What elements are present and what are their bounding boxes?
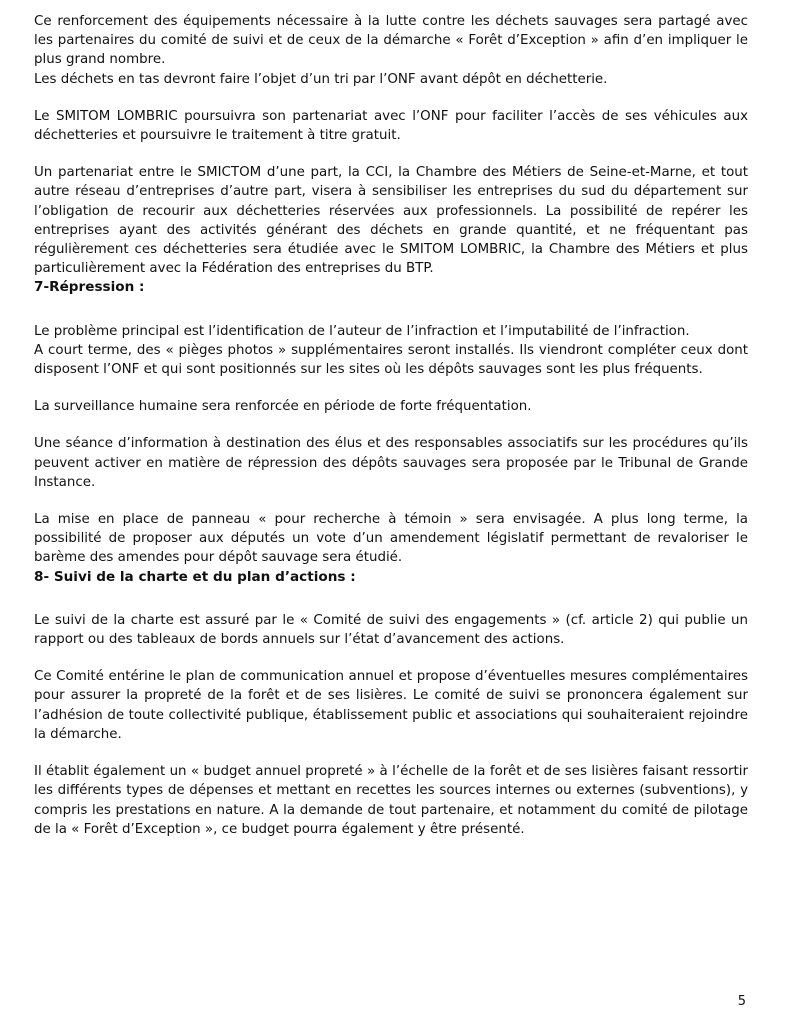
paragraph-annual-budget <box>34 762 748 839</box>
paragraph-line: La mise en place de panneau « pour recherche à témoin » sera envisagée. A plus long terme, la possibilité de proposer aux députés un vote d’un amendement législatif permettant de revaloriser le barème des amendes pour dépôt sauvage sera étudié. <box>34 512 748 566</box>
paragraph-line: Les déchets en tas devront faire l’objet d’un tri par l’ONF avant dépôt en déchetterie. <box>34 71 608 87</box>
section-heading-repression: 7-Répression : <box>34 279 145 296</box>
paragraph-surveillance <box>34 397 748 416</box>
document-page <box>34 12 748 839</box>
paragraph-line: Ce Comité entérine le plan de communication annuel et propose d’éventuelles mesures complémentaires pour assurer la propreté de la forêt et de ses lisières. Le comité de suivi se prononcera également sur l’adhésion de toute collectivité publique, établissement public et associations qui souhaiteraient rejoindre la démarche. <box>34 669 748 742</box>
paragraph-follow-up-committee <box>34 611 748 649</box>
paragraph-committee-role <box>34 667 748 744</box>
paragraph-identification <box>34 322 748 380</box>
paragraph-information-session <box>34 434 748 492</box>
paragraph-line: La surveillance humaine sera renforcée en période de forte fréquentation. <box>34 399 532 415</box>
section-heading-charter-follow-up: 8- Suivi de la charte et du plan d’actions : <box>34 568 356 585</box>
paragraph-line: Une séance d’information à destination des élus et des responsables associatifs sur les procédures qu’ils peuvent activer en matière de répression des dépôts sauvages sera proposée par le Tribunal de Grande Instance. <box>34 436 748 490</box>
page-number: 5 <box>737 994 746 1009</box>
paragraph-smictom-partnership <box>34 163 748 278</box>
paragraph-line: Le suivi de la charte est assuré par le « Comité de suivi des engagements » (cf. article 2) qui publie un rapport ou des tableaux de bords annuels sur l’état d’avancement des actions. <box>34 612 748 648</box>
paragraph-line: Il établit également un « budget annuel propreté » à l’échelle de la forêt et de ses lisières faisant ressortir les différents types de dépenses et mettant en recettes les sources internes ou externes (subventions), y compris les prestations en nature. A la demande de tout partenaire, et notamment du comité de pilotage de la « Forêt d’Exception », ce budget pourra également y être présenté. <box>34 764 748 837</box>
paragraph-line: Ce renforcement des équipements nécessaire à la lutte contre les déchets sauvages sera partagé avec les partenaires du comité de suivi et de ceux de la démarche « Forêt d’Exception » afin d’en impliquer le plus grand nombre. <box>34 14 748 68</box>
paragraph-smitom-partnership <box>34 107 748 145</box>
paragraph-equipment-sharing <box>34 12 748 89</box>
paragraph-line: A court terme, des « pièges photos » supplémentaires seront installés. Ils viendront compléter ceux dont disposent l’ONF et qui sont positionnés sur les sites où les dépôts sauvages sont les plus fréquents. <box>34 342 748 378</box>
paragraph-line: Un partenariat entre le SMICTOM d’une part, la CCI, la Chambre des Métiers de Seine-et-Marne, et tout autre réseau d’entreprises d’autre part, visera à sensibiliser les entreprises du sud du département sur l’obligation de recourir aux déchetteries réservées aux professionnels. La possibilité de repérer les entreprises ayant des activités générant des déchets en grande quantité, et ne fréquentant pas régulièrement ces déchetteries sera étudiée avec le SMITOM LOMBRIC, la Chambre des Métiers et plus particulièrement avec la Fédération des entreprises du BTP. <box>34 165 748 277</box>
paragraph-line: Le SMITOM LOMBRIC poursuivra son partenariat avec l’ONF pour faciliter l’accès de ses véhicules aux déchetteries et poursuivre le traitement à titre gratuit. <box>34 108 748 144</box>
paragraph-witness-panel <box>34 510 748 568</box>
paragraph-line: Le problème principal est l’identification de l’auteur de l’infraction et l’imputabilité de l’infraction. <box>34 323 690 339</box>
